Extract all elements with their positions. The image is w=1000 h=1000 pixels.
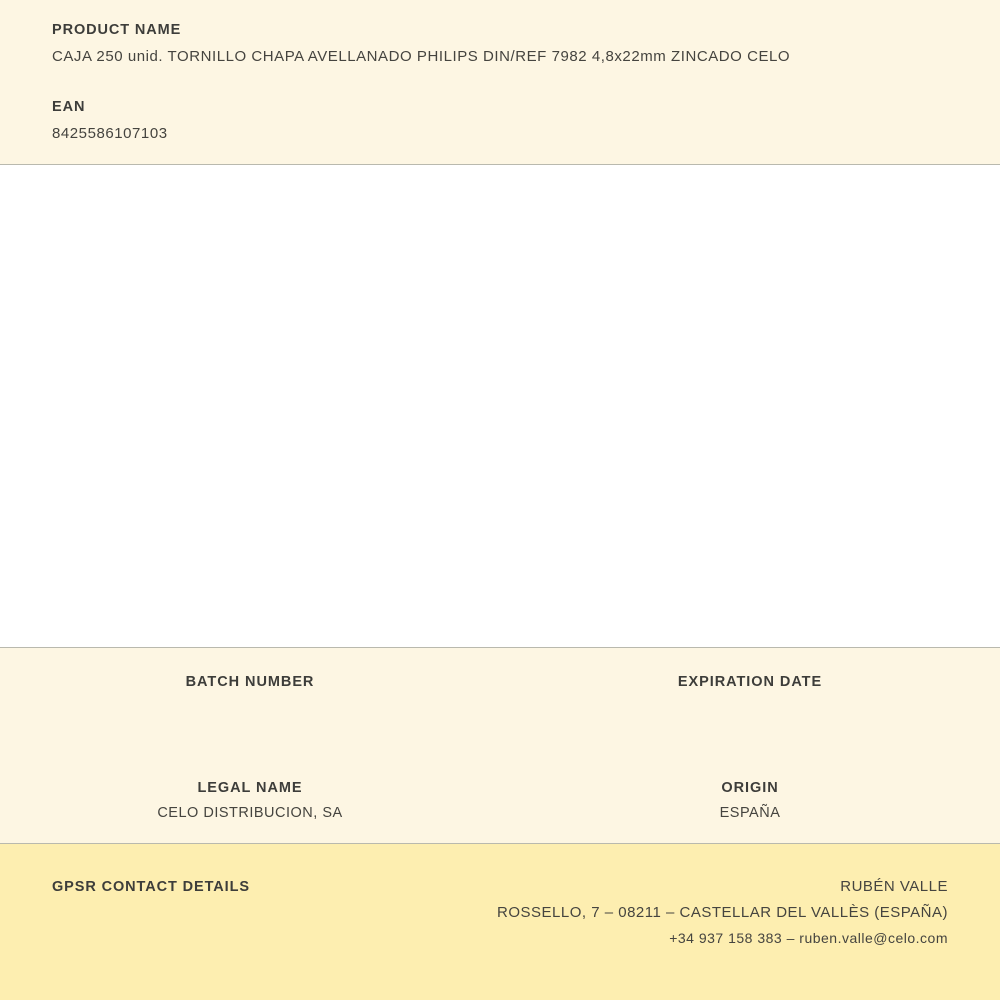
batch-number-value	[0, 699, 500, 717]
expiration-date-cell	[500, 674, 1000, 717]
expiration-date-label: EXPIRATION DATE	[677, 674, 823, 690]
product-header-block	[0, 0, 1000, 165]
legal-name-cell	[0, 780, 500, 823]
contact-address: ROSSELLO, 7 – 08211 – CASTELLAR DEL VALLÈS (ESPAÑA)	[497, 904, 948, 921]
batch-number-cell	[0, 674, 500, 717]
contact-phone-email: +34 937 158 383 – ruben.valle@celo.com	[669, 930, 948, 946]
info-grid	[0, 648, 1000, 844]
ean-value: 8425586107103	[52, 125, 168, 142]
gpsr-contact-details	[497, 878, 948, 955]
image-placeholder-area	[0, 165, 1000, 648]
origin-value: ESPAÑA	[719, 805, 781, 821]
legal-name-label: LEGAL NAME	[197, 780, 303, 796]
batch-number-label: BATCH NUMBER	[185, 674, 315, 690]
origin-cell	[500, 780, 1000, 823]
info-row-legal-origin	[0, 717, 1000, 823]
contact-name: RUBÉN VALLE	[840, 878, 948, 895]
product-name-label: PRODUCT NAME	[52, 22, 182, 38]
info-row-batch-expiration	[0, 648, 1000, 717]
expiration-date-value	[500, 699, 1000, 717]
gpsr-footer	[0, 844, 1000, 1000]
origin-label: ORIGIN	[721, 780, 779, 796]
ean-group	[52, 99, 948, 142]
product-name-value: CAJA 250 unid. TORNILLO CHAPA AVELLANADO PHILIPS DIN/REF 7982 4,8x22mm ZINCADO CELO	[52, 48, 791, 65]
legal-name-value: CELO DISTRIBUCION, SA	[157, 805, 343, 821]
ean-label: EAN	[52, 99, 86, 115]
gpsr-contact-label: GPSR CONTACT DETAILS	[52, 879, 250, 895]
